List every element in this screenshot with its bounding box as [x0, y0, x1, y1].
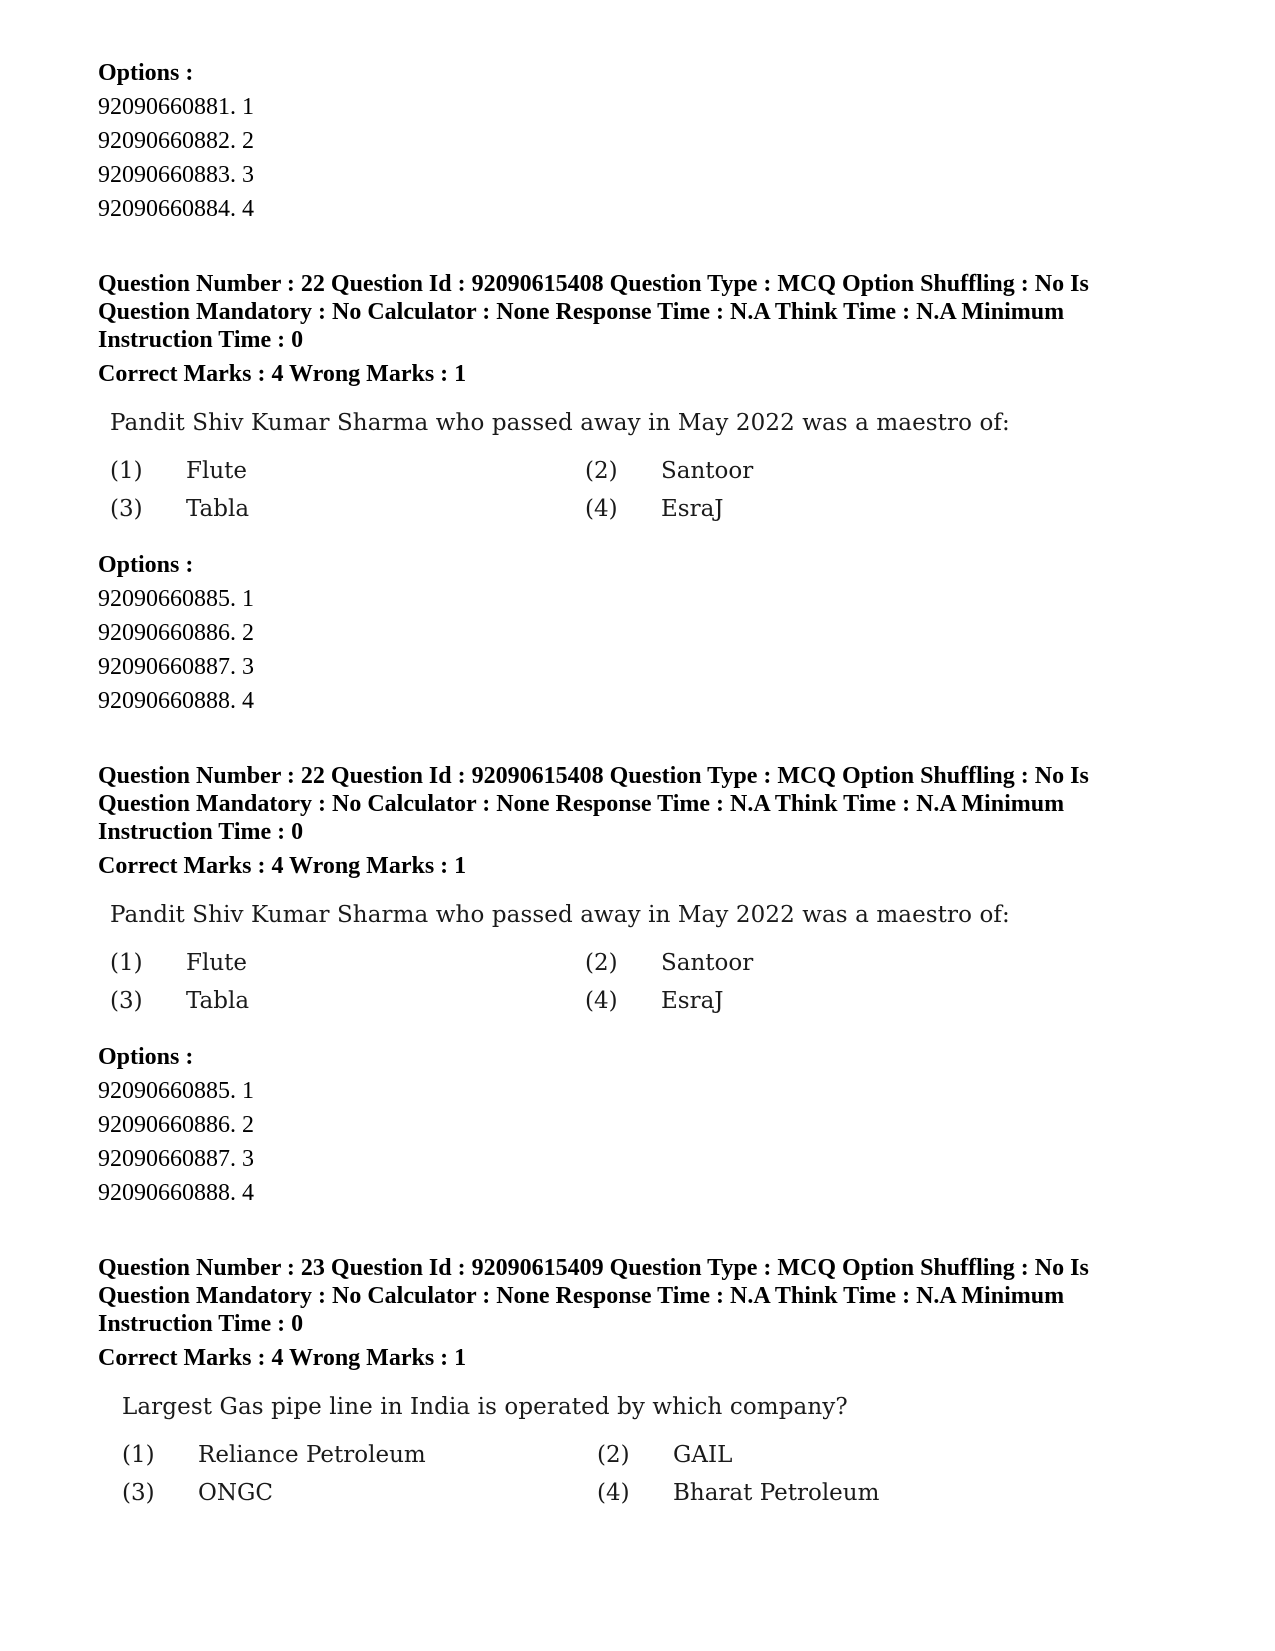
question-marks: Correct Marks : 4 Wrong Marks : 1 — [98, 361, 467, 387]
answer-choice — [122, 1442, 597, 1468]
choice-number: (3) — [110, 496, 143, 522]
question-marks: Correct Marks : 4 Wrong Marks : 1 — [98, 1345, 467, 1371]
option-line: 92090660888. 4 — [98, 688, 254, 714]
question-meta: Question Number : 22 Question Id : 92090615408 Question Type : MCQ Option Shuffling : No Is Question Mandatory : No Calculator : None Response Time : N.A Think Time : N.A Minimum Instruction Time : 0 — [98, 271, 1089, 353]
options-label: Options : — [98, 60, 194, 86]
question-meta: Question Number : 23 Question Id : 92090615409 Question Type : MCQ Option Shuffling : No Is Question Mandatory : No Calculator : None Response Time : N.A Think Time : N.A Minimum Instruction Time : 0 — [98, 1255, 1089, 1337]
answer-choice — [110, 988, 585, 1014]
question-marks: Correct Marks : 4 Wrong Marks : 1 — [98, 853, 467, 879]
choice-number: (1) — [110, 458, 143, 484]
choice-label: Santoor — [661, 950, 754, 976]
choice-number: (2) — [585, 950, 618, 976]
answer-choice — [597, 1480, 1057, 1506]
question-block-1 — [98, 270, 1188, 522]
question-block-3 — [98, 1254, 1188, 1506]
option-line: 92090660887. 3 — [98, 1146, 254, 1172]
choice-number: (4) — [585, 988, 618, 1014]
option-line: 92090660885. 1 — [98, 1078, 254, 1104]
question-text: Largest Gas pipe line in India is operated by which company? — [122, 1394, 848, 1420]
options-label: Options : — [98, 1044, 194, 1070]
question-block-2 — [98, 762, 1188, 1014]
answer-choices — [110, 458, 1188, 522]
answer-choice — [110, 458, 585, 484]
option-line: 92090660884. 4 — [98, 196, 254, 222]
answer-choice — [585, 458, 1045, 484]
answer-choice — [585, 496, 1045, 522]
answer-choices — [110, 950, 1188, 1014]
option-line: 92090660881. 1 — [98, 94, 254, 120]
option-line: 92090660882. 2 — [98, 128, 254, 154]
option-line: 92090660887. 3 — [98, 654, 254, 680]
choice-number: (2) — [597, 1442, 630, 1468]
choice-label: Flute — [186, 458, 247, 484]
answer-choice — [585, 988, 1045, 1014]
choice-number: (1) — [122, 1442, 155, 1468]
option-line: 92090660886. 2 — [98, 1112, 254, 1138]
choice-label: ONGC — [198, 1480, 273, 1506]
choice-label: Tabla — [186, 496, 250, 522]
choice-label: EsraJ — [661, 988, 724, 1014]
choice-label: Flute — [186, 950, 247, 976]
option-line: 92090660883. 3 — [98, 162, 254, 188]
choice-label: Tabla — [186, 988, 250, 1014]
answer-choice — [122, 1480, 597, 1506]
options-block-1 — [98, 548, 1188, 718]
answer-choices — [122, 1442, 1188, 1506]
option-line: 92090660885. 1 — [98, 586, 254, 612]
choice-label: Bharat Petroleum — [673, 1480, 880, 1506]
choice-number: (1) — [110, 950, 143, 976]
choice-label: GAIL — [673, 1442, 733, 1468]
choice-number: (3) — [122, 1480, 155, 1506]
option-line: 92090660886. 2 — [98, 620, 254, 646]
choice-number: (4) — [585, 496, 618, 522]
choice-number: (3) — [110, 988, 143, 1014]
option-line: 92090660888. 4 — [98, 1180, 254, 1206]
options-block-2 — [98, 1040, 1188, 1210]
answer-choice — [597, 1442, 1057, 1468]
choice-label: Santoor — [661, 458, 754, 484]
answer-choice — [585, 950, 1045, 976]
question-meta: Question Number : 22 Question Id : 92090615408 Question Type : MCQ Option Shuffling : No Is Question Mandatory : No Calculator : None Response Time : N.A Think Time : N.A Minimum Instruction Time : 0 — [98, 763, 1089, 845]
choice-number: (2) — [585, 458, 618, 484]
options-block-top — [98, 56, 1188, 226]
options-label: Options : — [98, 552, 194, 578]
choice-label: EsraJ — [661, 496, 724, 522]
answer-choice — [110, 950, 585, 976]
question-text: Pandit Shiv Kumar Sharma who passed away in May 2022 was a maestro of: — [110, 902, 1010, 928]
question-text: Pandit Shiv Kumar Sharma who passed away in May 2022 was a maestro of: — [110, 410, 1010, 436]
choice-number: (4) — [597, 1480, 630, 1506]
choice-label: Reliance Petroleum — [198, 1442, 426, 1468]
answer-choice — [110, 496, 585, 522]
